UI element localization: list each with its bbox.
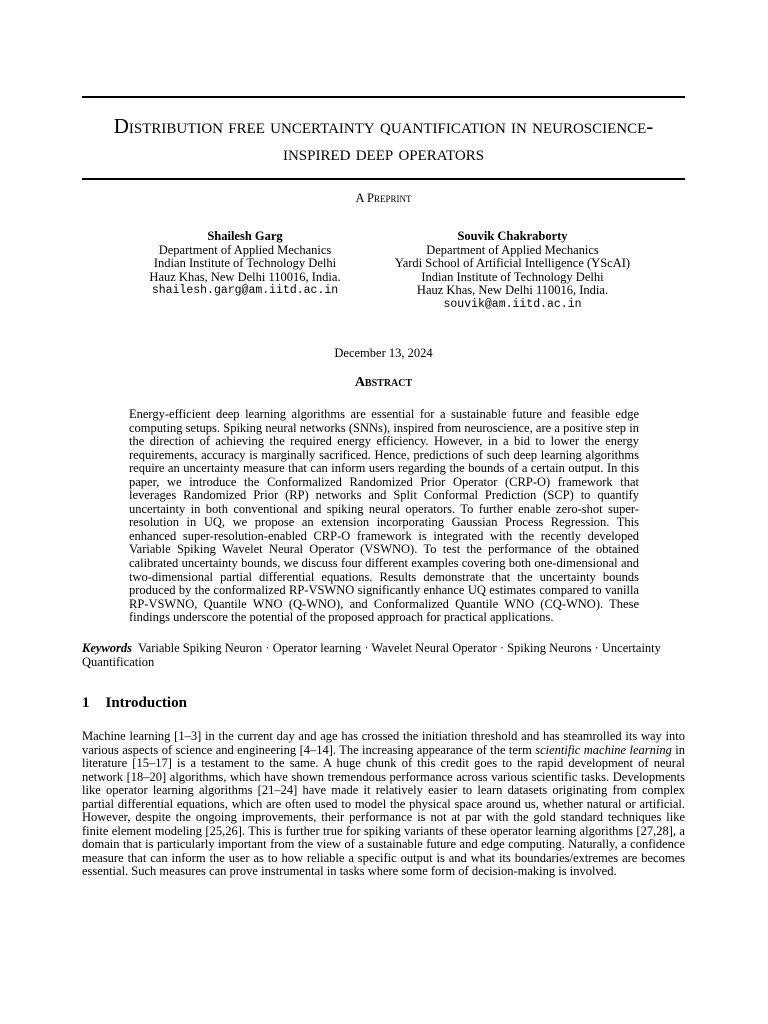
author-affiliation: Department of Applied Mechanics	[158, 242, 332, 257]
paper-title: Distribution free uncertainty quantification in neuroscience-inspired deep operators	[113, 114, 654, 165]
introduction-paragraph	[82, 730, 685, 879]
author-affiliation: Indian Institute of Technology Delhi	[153, 256, 337, 271]
intro-text-part-1: Machine learning [1–3] in the current day and age has crossed the initiation threshold and has steamrolled its way into various aspects of science and engineering [4–14]. The increasing appearance of the term	[82, 729, 685, 757]
preprint-label: A Preprint	[355, 191, 412, 205]
section-heading-introduction	[82, 695, 685, 712]
author-affiliation: Yardi School of Artificial Intelligence (YScAI)	[394, 256, 631, 271]
author-affiliation: Hauz Khas, New Delhi 110016, India.	[149, 269, 341, 284]
title-top-rule	[82, 96, 685, 98]
author-email[interactable]: shailesh.garg@am.iitd.ac.in	[151, 284, 339, 298]
keywords-label: Keywords	[82, 641, 132, 655]
intro-emphasis: scientific machine learning	[535, 742, 672, 757]
author-block-1	[120, 230, 370, 298]
author-name: Souvik Chakraborty	[457, 229, 568, 243]
author-affiliation: Department of Applied Mechanics	[426, 242, 599, 257]
section-title: Introduction	[105, 695, 187, 711]
abstract-text: Energy-efficient deep learning algorithms are essential for a sustainable future and feasible edge computing setups. Spiking neural networks (SNNs), inspired from neuroscience, are a positive step in the direction of achieving the required energy efficiency. However, in a bid to lower the energy requirements, accuracy is marginally sacrificed. Hence, predictions of such deep learning algorithms require an uncertainty measure that can inform users regarding the bounds of a certain output. In this paper, we introduce the Conformalized Randomized Prior Operator (CRP-O) framework that leverages Randomized Prior (RP) networks and Split Conformal Prediction (SCP) to quantify uncertainty in both conventional and spiking neural operators. To further enable zero-shot super-resolution in UQ, we propose an extension incorporating Gaussian Process Regression. This enhanced super-resolution-enabled CRP-O framework is integrated with the recently developed Variable Spiking Wavelet Neural Operator (VSWNO). To test the performance of the obtained calibrated uncertainty bounds, we discuss four different examples covering both one-dimensional and two-dimensional partial differential equations. Results demonstrate that the uncertainty bounds produced by the conformalized RP-VSWNO significantly enhance UQ estimates compared to vanilla RP-VSWNO, Quantile WNO (Q-WNO), and Conformalized Quantile WNO (CQ-WNO). These findings underscore the potential of the proposed approach for practical applications.	[129, 407, 639, 625]
section-number: 1	[82, 695, 90, 711]
keywords	[82, 642, 685, 669]
publication-date: December 13, 2024	[334, 346, 433, 360]
author-block-2	[385, 230, 640, 312]
author-affiliation: Indian Institute of Technology Delhi	[421, 269, 604, 284]
title-bottom-rule	[82, 178, 685, 180]
abstract-heading: Abstract	[354, 375, 413, 390]
author-name: Shailesh Garg	[207, 229, 283, 243]
intro-text-part-2: in literature [15–17] is a testament to the same. A huge chunk of this credit goes to the rapid development of neural network [18–20] algorithms, which have shown tremendous performance across various scientific tasks. Developments like operator learning algorithms [21–24] have made it relatively easier to learn datasets originating from complex partial differential equations, which are often used to model the physical space around us, whether natural or artificial. However, despite the ongoing improvements, their performance is not at par with the gold standard techniques like finite element modeling [25,26]. This is further true for spiking variants of these operator learning algorithms [27,28], a domain that is particularly important from the view of a sustainable future and edge computing. Naturally, a confidence measure that can inform the user as to how reliable a specific output is and what its boundaries/extremes are becomes essential. Such measures can prove instrumental in tasks where some form of decision-making is involved.	[82, 742, 685, 879]
author-affiliation: Hauz Khas, New Delhi 110016, India.	[416, 283, 609, 298]
author-email[interactable]: souvik@am.iitd.ac.in	[443, 297, 582, 311]
keywords-text: Variable Spiking Neuron · Operator learning · Wavelet Neural Operator · Spiking Neurons · Uncertainty Quantification	[82, 641, 661, 669]
